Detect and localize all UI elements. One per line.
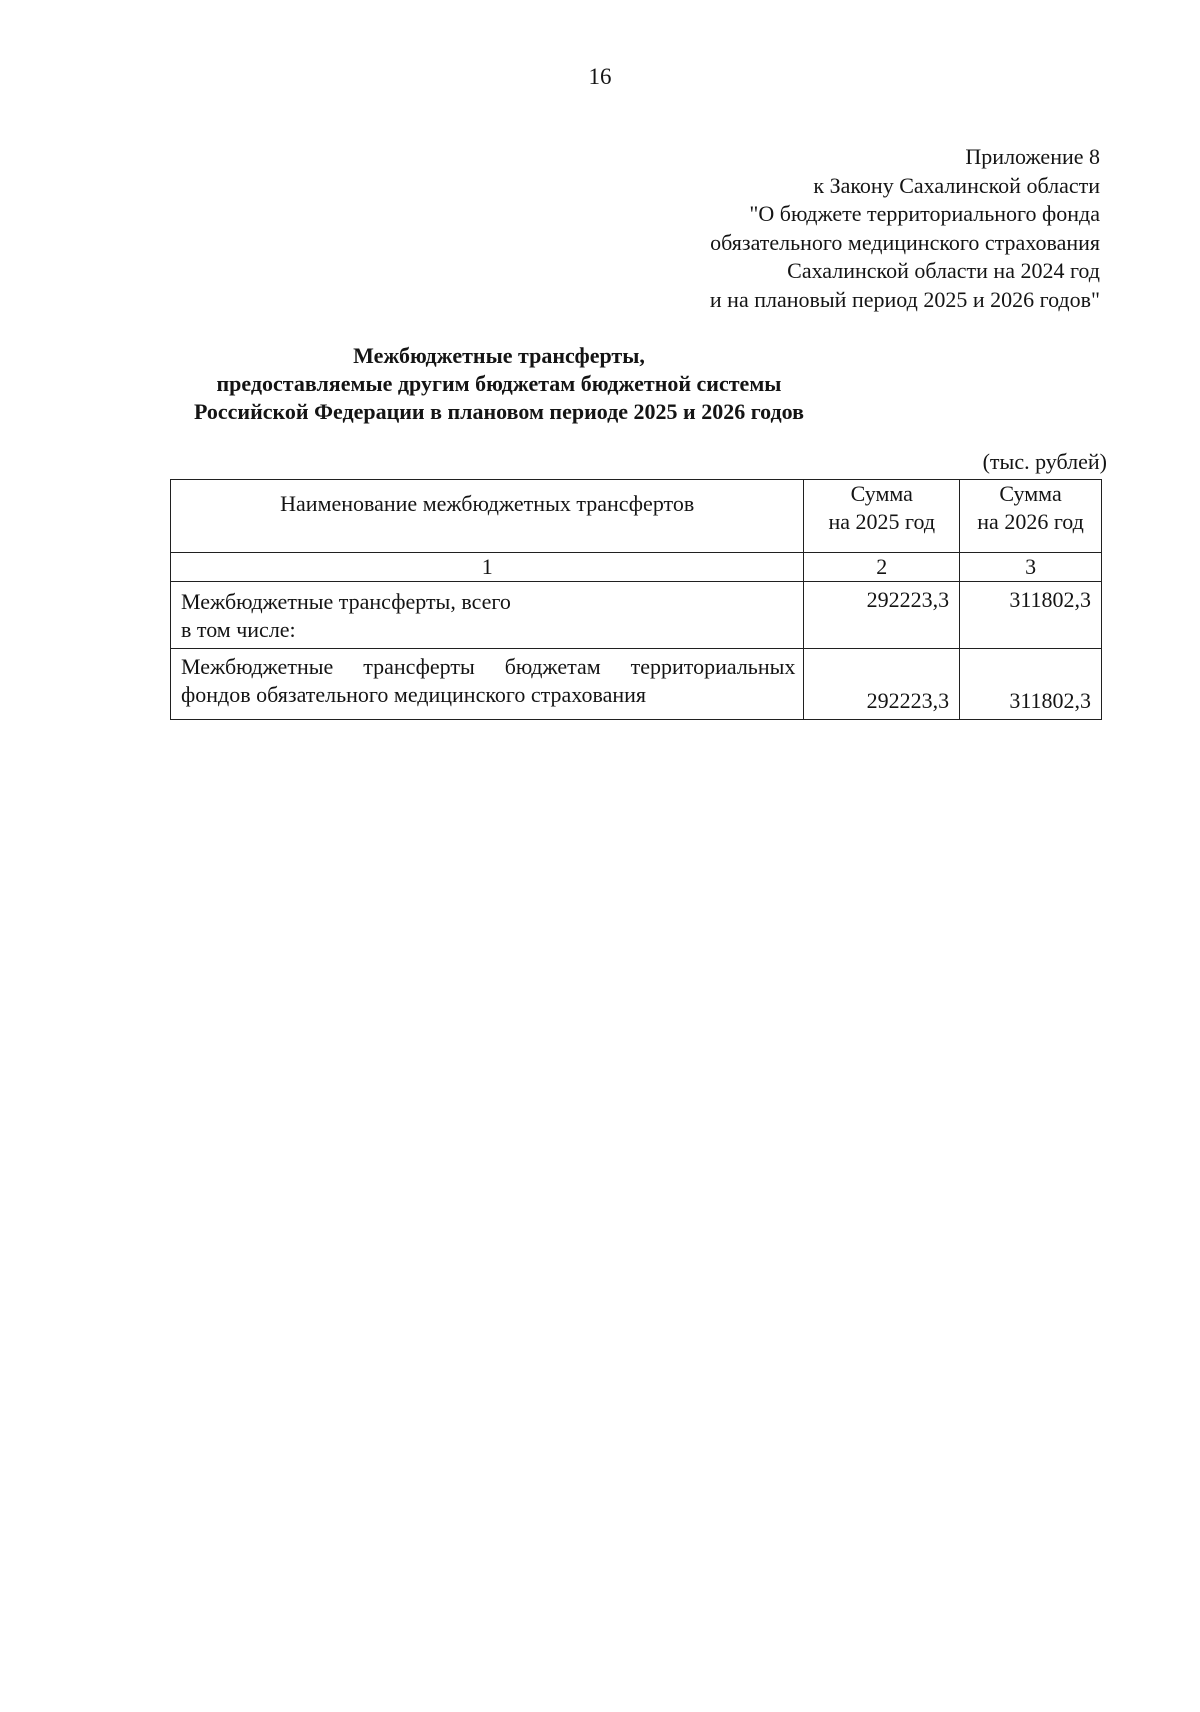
column-index-cell: 1: [171, 553, 804, 582]
page-number: 16: [588, 64, 612, 89]
title-line: Российской Федерации в плановом периоде 2025 и 2026 годов: [193, 399, 804, 424]
row-name-cell: [171, 649, 804, 720]
header-2026-line: Сумма: [999, 481, 1062, 506]
row-name-line: в том числе:: [181, 617, 296, 642]
appendix-line: Сахалинской области на 2024 год: [787, 258, 1100, 283]
row-name-line: Межбюджетные трансферты бюджетам территориальных: [181, 654, 796, 679]
appendix-line: "О бюджете территориального фонда: [749, 201, 1100, 226]
sum-2026-cell: 311802,3: [960, 582, 1102, 649]
column-index-cell: 2: [804, 553, 960, 582]
header-2025-line: на 2025 год: [828, 509, 936, 534]
document-title: [119, 342, 879, 426]
title-line: предоставляемые другим бюджетам бюджетной системы: [216, 371, 782, 396]
header-2026-cell: [960, 480, 1102, 553]
row-name-line: Межбюджетные трансферты, всего: [181, 589, 511, 614]
table-row: [171, 649, 1102, 720]
appendix-line: к Закону Сахалинской области: [813, 172, 1100, 198]
appendix-line: Приложение 8: [965, 144, 1100, 169]
appendix-line: обязательного медицинского страхования: [710, 229, 1100, 255]
header-2026-line: на 2026 год: [977, 509, 1084, 534]
header-2025-cell: [804, 480, 960, 553]
appendix-header: [710, 143, 1100, 314]
title-line: Межбюджетные трансферты,: [353, 343, 645, 368]
row-name-line: фондов обязательного медицинского страхования: [181, 682, 646, 707]
units-label: (тыс. рублей): [982, 449, 1107, 474]
sum-2025-cell: 292223,3: [804, 649, 960, 720]
row-name-cell: [171, 582, 804, 649]
header-name-cell: Наименование межбюджетных трансфертов: [171, 480, 804, 553]
transfers-table: [170, 479, 1102, 720]
table-row: [171, 582, 1102, 649]
column-index-row: [171, 553, 1102, 582]
column-index-cell: 3: [960, 553, 1102, 582]
appendix-line: и на плановый период 2025 и 2026 годов": [709, 286, 1100, 312]
header-2025-line: Сумма: [850, 481, 913, 506]
table-header-row: [171, 480, 1102, 553]
sum-2025-cell: 292223,3: [804, 582, 960, 649]
sum-2026-cell: 311802,3: [960, 649, 1102, 720]
